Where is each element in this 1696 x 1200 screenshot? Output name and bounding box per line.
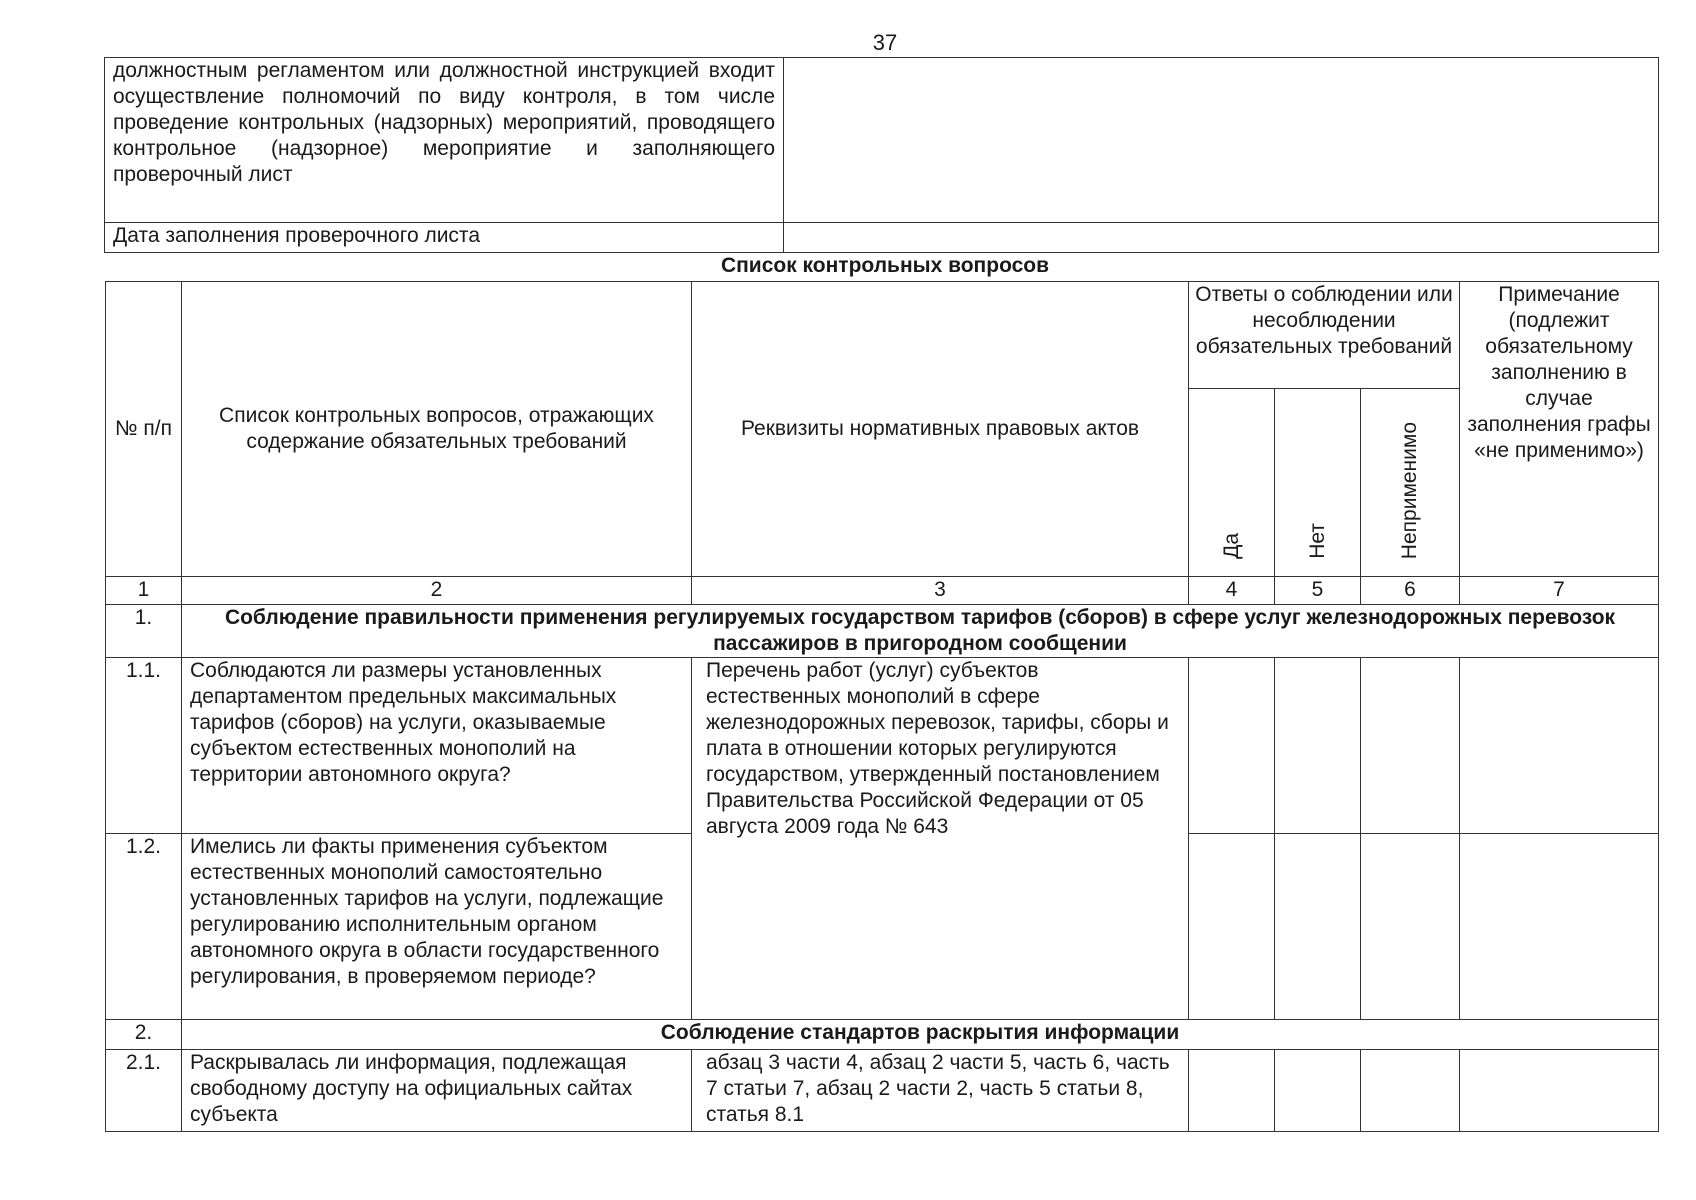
header-note: Примечание (подлежит обязательному заполнению в случае заполнения графы «не применимо»)	[1460, 282, 1659, 577]
section-title-2: Соблюдение стандартов раскрытия информации	[182, 1020, 1659, 1050]
section-num: 1.	[106, 605, 182, 658]
col-number: 3	[692, 577, 1189, 605]
note-cell[interactable]	[1460, 658, 1659, 834]
header-row-inspector	[105, 58, 1659, 223]
question-text: Раскрывалась ли информация, подлежащая свободному доступу на официальных сайтах субъекта	[182, 1050, 692, 1132]
header-no-label: Нет	[1305, 523, 1329, 559]
question-num: 1.1.	[106, 658, 182, 834]
col-number: 5	[1275, 577, 1361, 605]
header-yes	[1189, 389, 1275, 577]
col-number: 2	[182, 577, 692, 605]
question-row-2-1	[106, 1050, 1659, 1132]
header-no	[1275, 389, 1361, 577]
col-number: 6	[1361, 577, 1460, 605]
page-number: 37	[872, 30, 898, 55]
header-value-date[interactable]	[784, 223, 1659, 253]
section-title: Список контрольных вопросов	[720, 254, 1050, 277]
header-requisites: Реквизиты нормативных правовых актов	[692, 282, 1189, 577]
question-text: Имелись ли факты применения субъектом естественных монополий самостоятельно установленных тарифов на услуги, подлежащие регулированию исполнительным органом автономного округа в области государственного регулирования, в проверяемом периоде?	[182, 834, 692, 1020]
col-number: 4	[1189, 577, 1275, 605]
answer-na-cell[interactable]	[1361, 658, 1460, 834]
answer-na-cell[interactable]	[1361, 834, 1460, 1020]
header-row-date	[105, 223, 1659, 253]
header-na	[1361, 389, 1460, 577]
header-questions: Список контрольных вопросов, отражающих содержание обязательных требований	[182, 282, 692, 577]
header-na-label: Неприменимо	[1398, 421, 1421, 559]
col-number: 7	[1460, 577, 1659, 605]
question-num: 1.2.	[106, 834, 182, 1020]
col-number: 1	[106, 577, 182, 605]
section-row-2	[106, 1020, 1659, 1050]
header-num: № п/п	[106, 282, 182, 577]
column-numbers-row	[106, 577, 1659, 605]
answer-no-cell[interactable]	[1275, 1050, 1361, 1132]
answer-yes-cell[interactable]	[1189, 1050, 1275, 1132]
header-row	[106, 282, 1659, 389]
question-num: 2.1.	[106, 1050, 182, 1132]
header-answers-group: Ответы о соблюдении или несоблюдении обязательных требований	[1189, 282, 1460, 389]
section-row-1	[106, 605, 1659, 658]
requisites-text: Перечень работ (услуг) субъектов естественных монополий в сфере железнодорожных перевозок, тарифы, сборы и плата в отношении которых регулируются государством, утвержденный постановлением Правительства Российской Федерации от 05 августа 2009 года № 643	[692, 658, 1189, 1020]
header-value-inspector[interactable]	[784, 58, 1659, 223]
inspector-info-table	[104, 57, 1659, 253]
control-questions-table	[105, 281, 1659, 1132]
note-cell[interactable]	[1460, 834, 1659, 1020]
answer-yes-cell[interactable]	[1189, 834, 1275, 1020]
question-text: Соблюдаются ли размеры установленных департаментом предельных максимальных тарифов (сборов) на услуги, оказываемые субъектом естественных монополий на территории автономного округа?	[182, 658, 692, 834]
note-cell[interactable]	[1460, 1050, 1659, 1132]
header-label-date: Дата заполнения проверочного листа	[105, 223, 784, 253]
answer-yes-cell[interactable]	[1189, 658, 1275, 834]
answer-no-cell[interactable]	[1275, 834, 1361, 1020]
header-yes-label: Да	[1219, 533, 1243, 559]
header-label-inspector: должностным регламентом или должностной инструкцией входит осуществление полномочий по виду контроля, в том числе проведение контрольных (надзорных) мероприятий, проводящего контрольное (надзорное) мероприятие и заполняющего проверочный лист	[105, 58, 784, 223]
answer-na-cell[interactable]	[1361, 1050, 1460, 1132]
requisites-text: абзац 3 части 4, абзац 2 части 5, часть 6, часть 7 статьи 7, абзац 2 части 2, часть 5 статьи 8, статья 8.1	[692, 1050, 1189, 1132]
question-row-1-1	[106, 658, 1659, 834]
answer-no-cell[interactable]	[1275, 658, 1361, 834]
section-title-1: Соблюдение правильности применения регулируемых государством тарифов (сборов) в сфере услуг железнодорожных перевозок пассажиров в пригородном сообщении	[182, 605, 1659, 658]
section-num: 2.	[106, 1020, 182, 1050]
